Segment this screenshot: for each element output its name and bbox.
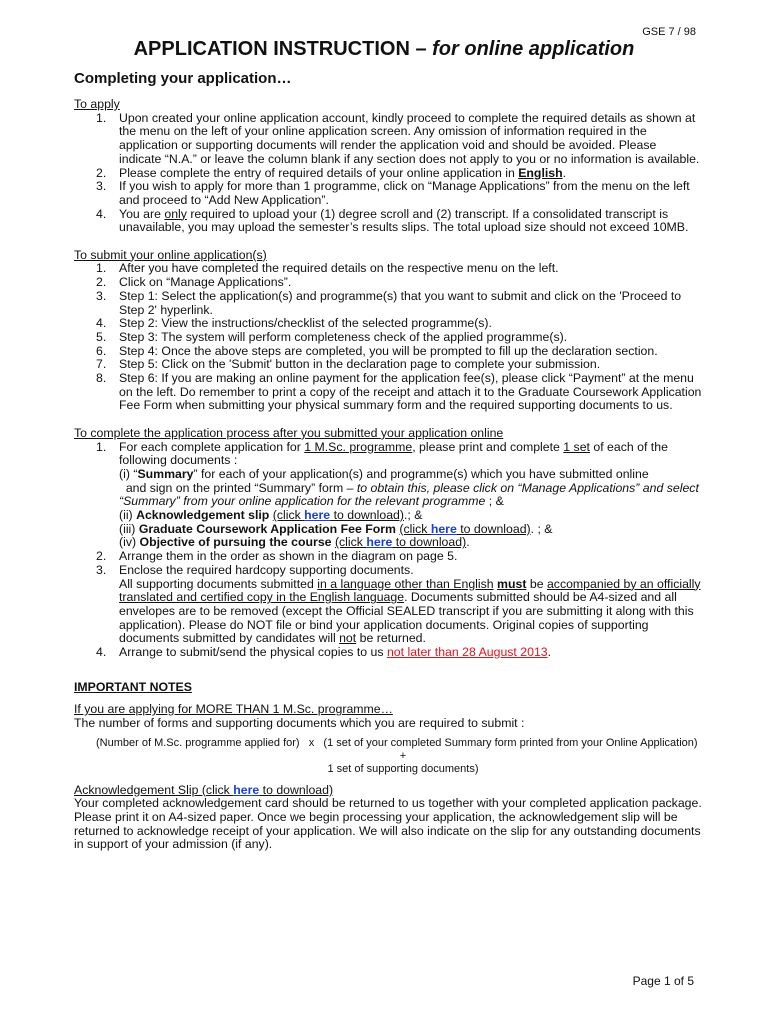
formula-last: 1 set of supporting documents) <box>327 762 479 775</box>
to-apply-heading: To apply <box>74 97 120 111</box>
item-text: Step 1: Select the application(s) and programme(s) that you want to submit and click on the 'Proceed to Step 2' hyperlink. <box>119 288 682 317</box>
list-item <box>74 372 702 413</box>
list-item <box>74 290 702 317</box>
item-text: After you have completed the required details on the respective menu on the left. <box>119 261 559 276</box>
item-number: 2. <box>96 549 107 564</box>
item-text: ” for each of your application(s) and programme(s) which you have submitted online <box>193 466 649 481</box>
acknowledgement-slip-download-link[interactable]: here <box>304 508 331 523</box>
formula-row <box>74 737 702 750</box>
list-item <box>74 262 702 276</box>
item-text: Click on “Manage Applications”. <box>119 275 292 290</box>
item-italic: to obtain this, please click on “Manage Applications” and select “Summary” from your online application for the relevant programme <box>119 480 699 509</box>
item-text: .; & <box>404 508 423 523</box>
sub-item-objective <box>119 536 702 550</box>
download-link-group <box>399 522 530 536</box>
item-emphasis: 1 M.Sc. programme <box>304 439 413 454</box>
item-text: to download) <box>259 782 334 797</box>
item-emphasis: Objective of pursuing the course <box>139 535 332 550</box>
item-text: All supporting documents submitted <box>119 576 318 591</box>
item-emphasis: must <box>497 576 527 591</box>
deadline-text: not later than 28 August 2013 <box>386 645 548 660</box>
item-emphasis: in a language other than English <box>317 576 494 591</box>
list-item <box>74 550 702 564</box>
item-text: (iv) <box>119 535 140 550</box>
to-complete-heading: To complete the application process after you submitted your application online <box>74 425 504 440</box>
item-text: Step 3: The system will perform completeness check of the applied programme(s). <box>119 329 568 344</box>
item-text: Step 5: Click on the 'Submit' button in the declaration page to complete your submission. <box>119 357 601 372</box>
sub-item-fee-form <box>119 523 702 537</box>
more-programmes-heading: If you are applying for MORE THAN 1 M.Sc. programme… <box>74 702 393 717</box>
item-text: be <box>526 576 547 591</box>
item-text: , please print and complete <box>412 439 564 454</box>
item-emphasis: Graduate Coursework Application Fee Form <box>138 521 396 536</box>
item-emphasis: 1 set <box>563 439 590 454</box>
submission-formula <box>74 737 702 776</box>
item-text: be returned. <box>356 631 426 646</box>
item-text: . <box>562 165 567 180</box>
item-number: 1. <box>96 261 107 276</box>
item-text: You are <box>119 206 165 221</box>
item-number: 1. <box>96 110 107 125</box>
list-item <box>74 331 702 345</box>
list-item <box>74 167 702 181</box>
list-item <box>74 646 702 660</box>
supporting-docs-paragraph <box>119 578 702 647</box>
download-link-group <box>335 535 466 549</box>
to-complete-list <box>74 441 702 660</box>
formula-right: (1 set of your completed Summary form printed from your Online Application) <box>323 736 698 749</box>
item-text: . <box>547 645 552 660</box>
title-italic: for online application <box>432 38 635 60</box>
item-text: Arrange to submit/send the physical copies to us <box>119 645 387 660</box>
to-submit-heading: To submit your online application(s) <box>74 247 267 262</box>
item-text: . ; & <box>530 521 553 536</box>
item-number: 3. <box>96 288 107 303</box>
item-text: and sign on the printed “Summary” form – <box>125 480 357 495</box>
list-item <box>74 358 702 372</box>
item-text: Upon created your online application account, kindly proceed to complete the required details as shown at the menu on the left of your online application screen. Any omission of information required in the application or supporting documents will render the application void and should be avoided. Please indicate “N.A.” or leave the column blank if any section does not apply to you or no information is available. <box>119 110 700 166</box>
item-text: ; & <box>485 494 504 509</box>
sub-item-acknowledgement <box>119 509 702 523</box>
acknowledgement-heading <box>74 784 702 798</box>
formula-plus: + <box>399 749 407 762</box>
acknowledgement-text: Your completed acknowledgement card should be returned to us together with your completed application package. Please print it on A4-sized paper. Once we begin processing your application, the acknowledgement slip will be returned to acknowledge receipt of your application. We will also indicate on the slip for any outstanding documents in support of your admission (if any). <box>74 796 702 852</box>
item-emphasis: Acknowledgement slip <box>136 508 270 523</box>
list-item <box>74 112 702 167</box>
item-text: (i) “ <box>119 466 138 481</box>
item-text: of each of the following documents : <box>119 439 668 468</box>
fee-form-download-link[interactable]: here <box>430 521 457 536</box>
sub-item-summary <box>119 468 702 509</box>
item-text: Step 4: Once the above steps are completed, you will be prompted to fill up the declaration section. <box>119 343 658 358</box>
to-submit-list <box>74 262 702 413</box>
item-number: 2. <box>96 275 107 290</box>
item-number: 8. <box>96 371 107 386</box>
important-notes-heading: IMPORTANT NOTES <box>74 680 192 695</box>
page-title <box>0 38 768 61</box>
item-number: 4. <box>96 206 107 221</box>
item-emphasis: only <box>164 206 187 221</box>
item-emphasis: English <box>518 165 563 180</box>
item-text: (ii) <box>119 508 137 523</box>
list-item <box>74 180 702 207</box>
item-text: (click <box>399 521 431 536</box>
item-text: required to upload your (1) degree scroll and (2) transcript. If a consolidated transcript is unavailable, you may upload the semester’s results slips. The total upload size should not exceed 10MB. <box>119 206 689 235</box>
item-text: Acknowledgement Slip (click <box>74 782 234 797</box>
list-item <box>74 317 702 331</box>
item-text: . <box>466 535 470 550</box>
list-item <box>74 208 702 235</box>
item-text: Step 2: View the instructions/checklist of the selected programme(s). <box>119 316 492 331</box>
item-text: (click <box>334 535 367 550</box>
item-emphasis: not <box>339 631 357 646</box>
section-subtitle: Completing your application… <box>74 70 292 87</box>
list-item <box>74 345 702 359</box>
item-text: For each complete application for <box>119 439 305 454</box>
to-apply-list <box>74 112 702 235</box>
formula-left: (Number of M.Sc. programme applied for) <box>96 736 300 749</box>
item-text: to download) <box>392 535 467 550</box>
list-item <box>74 276 702 290</box>
objective-download-link[interactable]: here <box>366 535 393 550</box>
list-item <box>74 564 702 646</box>
item-text: Step 6: If you are making an online payment for the application fee(s), please click “Payment” at the menu on the left. Do remember to print a copy of the receipt and attach it to the Graduate Coursework Application Fee Form when submitting your physical summary form and the required supporting documents to us. <box>119 371 702 413</box>
item-text: (click <box>272 508 305 523</box>
item-text: Arrange them in the order as shown in the diagram on page 5. <box>119 549 458 564</box>
item-number: 2. <box>96 165 107 180</box>
item-emphasis: accompanied by an officially translated and certified copy in the English language <box>119 576 701 605</box>
list-item <box>74 441 702 551</box>
item-text: to download) <box>456 521 531 536</box>
item-number: 4. <box>96 316 107 331</box>
item-text: to download) <box>330 508 404 523</box>
document-reference: GSE 7 / 98 <box>642 26 696 38</box>
item-number: 6. <box>96 343 107 358</box>
acknowledgement-download-link[interactable]: here <box>233 782 260 797</box>
item-text: If you wish to apply for more than 1 programme, click on “Manage Applications” from the menu on the left and proceed to “Add New Application”. <box>119 179 690 207</box>
item-emphasis: Summary <box>137 466 194 481</box>
download-link-group <box>273 508 404 522</box>
item-number: 4. <box>96 645 107 660</box>
item-text: Enclose the required hardcopy supporting documents. <box>119 562 414 577</box>
item-number: 7. <box>96 357 107 372</box>
item-text: . Documents submitted should be A4-sized and all envelopes are to be removed (except the Official SEALED transcript if you are submitting it along with this application). Please do NOT file or bind your application documents. Original copies of supporting documents submitted by candidates will <box>119 590 694 646</box>
item-number: 3. <box>96 179 107 194</box>
item-text: (iii) <box>119 521 139 536</box>
document-body <box>74 98 702 852</box>
formula-multiply: x <box>308 736 315 749</box>
title-main: APPLICATION INSTRUCTION – <box>133 38 433 60</box>
item-number: 1. <box>96 439 107 454</box>
item-text: Please complete the entry of required details of your online application in <box>119 165 519 180</box>
more-programmes-text: The number of forms and supporting documents which you are required to submit : <box>74 715 525 730</box>
page-number: Page 1 of 5 <box>632 974 694 988</box>
item-number: 3. <box>96 562 107 577</box>
item-number: 5. <box>96 329 107 344</box>
